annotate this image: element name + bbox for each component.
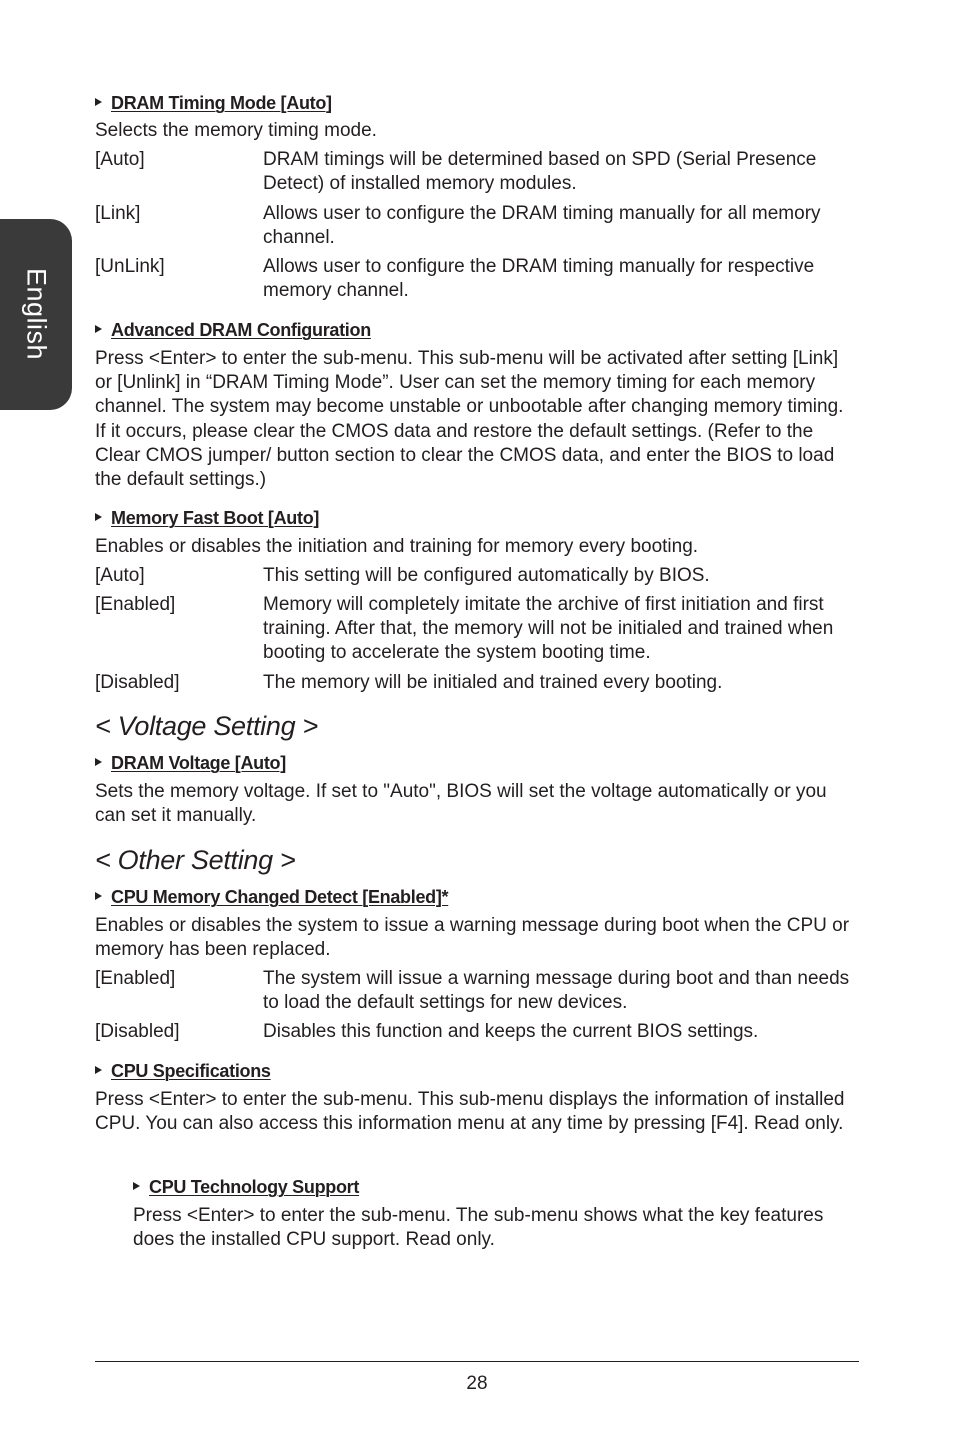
option-key: [Link] [95, 203, 141, 224]
item-heading-cpu-memory-changed: CPU Memory Changed Detect [Enabled]* [95, 885, 448, 909]
option-key: [Auto] [95, 565, 145, 586]
language-tab-label: English [21, 267, 52, 361]
item-desc-cpu-technology-support: Press <Enter> to enter the sub-menu. The sub-menu shows what the key features does the installed CPU support. Read only. [133, 1205, 824, 1251]
section-heading-voltage: < Voltage Setting > [95, 711, 318, 741]
option-text: DRAM timings will be determined based on SPD (Serial Presence Detect) of installed memory modules. [263, 149, 817, 195]
triangle-bullet-icon [95, 1066, 102, 1074]
option-key: [Enabled] [95, 968, 176, 989]
triangle-bullet-icon [95, 513, 102, 521]
item-heading-dram-timing-mode: DRAM Timing Mode [Auto] [95, 91, 332, 115]
item-desc-advanced-dram: Press <Enter> to enter the sub-menu. This sub-menu will be activated after setting [Link] or [Unlink] in “DRAM Timing Mode”. User can set the memory timing for each memory channel. The system may become unstable or unbootable after changing memory timing. If it occurs, please clear the CMOS data and restore the default settings. (Refer to the Clear CMOS jumper/ button section to clear the CMOS data, and enter the BIOS to load the default settings.) [95, 348, 844, 491]
triangle-bullet-icon [95, 758, 102, 766]
option-text: Allows user to configure the DRAM timing manually for respective memory channel. [263, 256, 815, 302]
item-heading-advanced-dram: Advanced DRAM Configuration [95, 318, 371, 342]
item-heading-dram-voltage: DRAM Voltage [Auto] [95, 751, 286, 775]
triangle-bullet-icon [95, 892, 102, 900]
item-heading-cpu-specifications: CPU Specifications [95, 1059, 271, 1083]
triangle-bullet-icon [95, 98, 102, 106]
option-key: [Disabled] [95, 1021, 180, 1042]
item-desc-memory-fast-boot: Enables or disables the initiation and training for memory every booting. [95, 536, 699, 557]
option-text: Memory will completely imitate the archive of first initiation and first training. After that, the memory will not be initialed and trained when booting to accelerate the system booting time. [263, 594, 834, 664]
option-key: [Disabled] [95, 672, 180, 693]
option-text: The memory will be initialed and trained every booting. [263, 672, 723, 693]
item-desc-cpu-specifications: Press <Enter> to enter the sub-menu. This sub-menu displays the information of installed CPU. You can also access this information menu at any time by pressing [F4]. Read only. [95, 1089, 845, 1135]
item-heading-cpu-technology-support: CPU Technology Support [133, 1175, 359, 1199]
option-key: [Auto] [95, 149, 145, 170]
option-text: This setting will be configured automatically by BIOS. [263, 565, 710, 586]
option-text: Disables this function and keeps the current BIOS settings. [263, 1021, 759, 1042]
item-heading-memory-fast-boot: Memory Fast Boot [Auto] [95, 506, 319, 530]
language-tab [0, 219, 72, 410]
item-desc-cpu-memory-changed: Enables or disables the system to issue a warning message during boot when the CPU or memory has been replaced. [95, 915, 850, 961]
item-desc-dram-timing-mode: Selects the memory timing mode. [95, 120, 377, 141]
footer-divider [95, 1361, 859, 1362]
option-key: [UnLink] [95, 256, 165, 277]
page-number: 28 [466, 1373, 488, 1394]
option-key: [Enabled] [95, 594, 176, 615]
triangle-bullet-icon [95, 325, 102, 333]
option-text: Allows user to configure the DRAM timing manually for all memory channel. [263, 203, 821, 249]
option-text: The system will issue a warning message during boot and than needs to load the default settings for new devices. [263, 968, 850, 1014]
triangle-bullet-icon [133, 1182, 140, 1190]
item-desc-dram-voltage: Sets the memory voltage. If set to "Auto", BIOS will set the voltage automatically or you can set it manually. [95, 781, 827, 827]
section-heading-other: < Other Setting > [95, 845, 296, 875]
